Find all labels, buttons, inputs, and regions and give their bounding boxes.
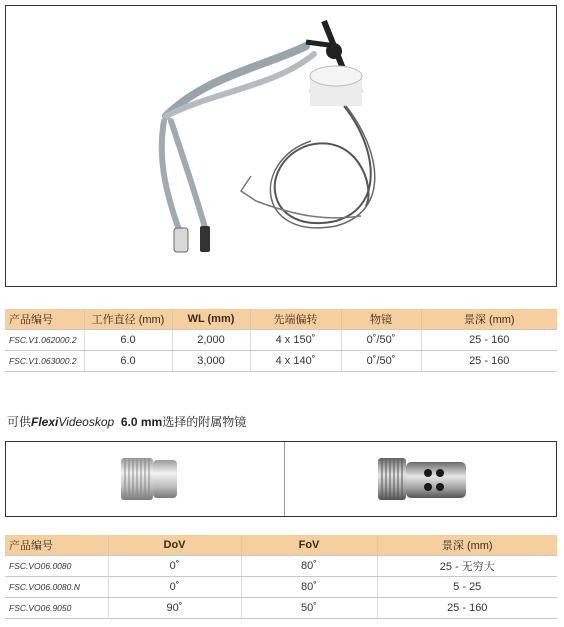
table-row — [5, 351, 557, 372]
cell-dof: 25 - 160 — [377, 598, 557, 619]
table-row — [5, 577, 557, 598]
table-header-row — [5, 535, 557, 556]
header-product-code: 产品编号 — [5, 535, 108, 556]
objective-0-degree-image — [119, 454, 181, 504]
cell-dov: 90˚ — [108, 598, 241, 619]
cell-fov: 50˚ — [241, 598, 377, 619]
product-spec-table — [5, 309, 557, 372]
objective-90-degree-image — [376, 454, 470, 504]
cell-dov: 0˚ — [108, 556, 241, 577]
cell-code: FSC.VO06.9050 — [5, 598, 108, 619]
header-objective: 物镜 — [341, 309, 421, 330]
title-size: 6.0 mm — [120, 415, 163, 429]
cell-objective: 0˚/50˚ — [341, 330, 421, 351]
cell-code: FSC.V1.063000.2 — [5, 351, 84, 372]
accessory-section-title — [7, 413, 246, 430]
cell-code: FSC.VO06.0080 — [5, 556, 108, 577]
header-product-code: 产品编号 — [5, 309, 84, 330]
header-depth-of-field: 景深 (mm) — [377, 535, 557, 556]
accessory-images — [5, 441, 557, 517]
title-suffix: 选择的附属物镜 — [162, 415, 247, 429]
header-working-diameter: 工作直径 (mm) — [84, 309, 172, 330]
cell-code: FSC.VO06.0080.N — [5, 577, 108, 598]
cell-deflection: 4 x 140˚ — [250, 351, 341, 372]
header-depth-of-field: 景深 (mm) — [421, 309, 557, 330]
header-fov: FoV — [241, 535, 377, 556]
accessory-spec-table — [5, 535, 557, 619]
cell-length: 3,000 — [172, 351, 250, 372]
cell-deflection: 4 x 150˚ — [250, 330, 341, 351]
cell-objective: 0˚/50˚ — [341, 351, 421, 372]
cell-dof: 25 - 无穷大 — [377, 556, 557, 577]
title-brand-rest: Videoskop — [58, 415, 115, 429]
table-row — [5, 556, 557, 577]
image-divider — [284, 442, 285, 516]
cell-code: FSC.V1.062000.2 — [5, 330, 84, 351]
table-header-row — [5, 309, 557, 330]
cell-fov: 80˚ — [241, 577, 377, 598]
title-brand-bold: Flexi — [31, 415, 59, 429]
cell-dof: 25 - 160 — [421, 351, 557, 372]
cell-dof: 5 - 25 — [377, 577, 557, 598]
title-prefix: 可供 — [7, 415, 32, 429]
cell-length: 2,000 — [172, 330, 250, 351]
cell-dof: 25 - 160 — [421, 330, 557, 351]
flexible-videoscope-image — [6, 6, 556, 286]
table-row — [5, 598, 557, 619]
table-row — [5, 330, 557, 351]
cell-dov: 0˚ — [108, 577, 241, 598]
product-photo — [5, 5, 557, 287]
header-dov: DoV — [108, 535, 241, 556]
cell-fov: 80˚ — [241, 556, 377, 577]
header-tip-deflection: 先端偏转 — [250, 309, 341, 330]
header-working-length: WL (mm) — [172, 309, 250, 330]
cell-diameter: 6.0 — [84, 351, 172, 372]
cell-diameter: 6.0 — [84, 330, 172, 351]
